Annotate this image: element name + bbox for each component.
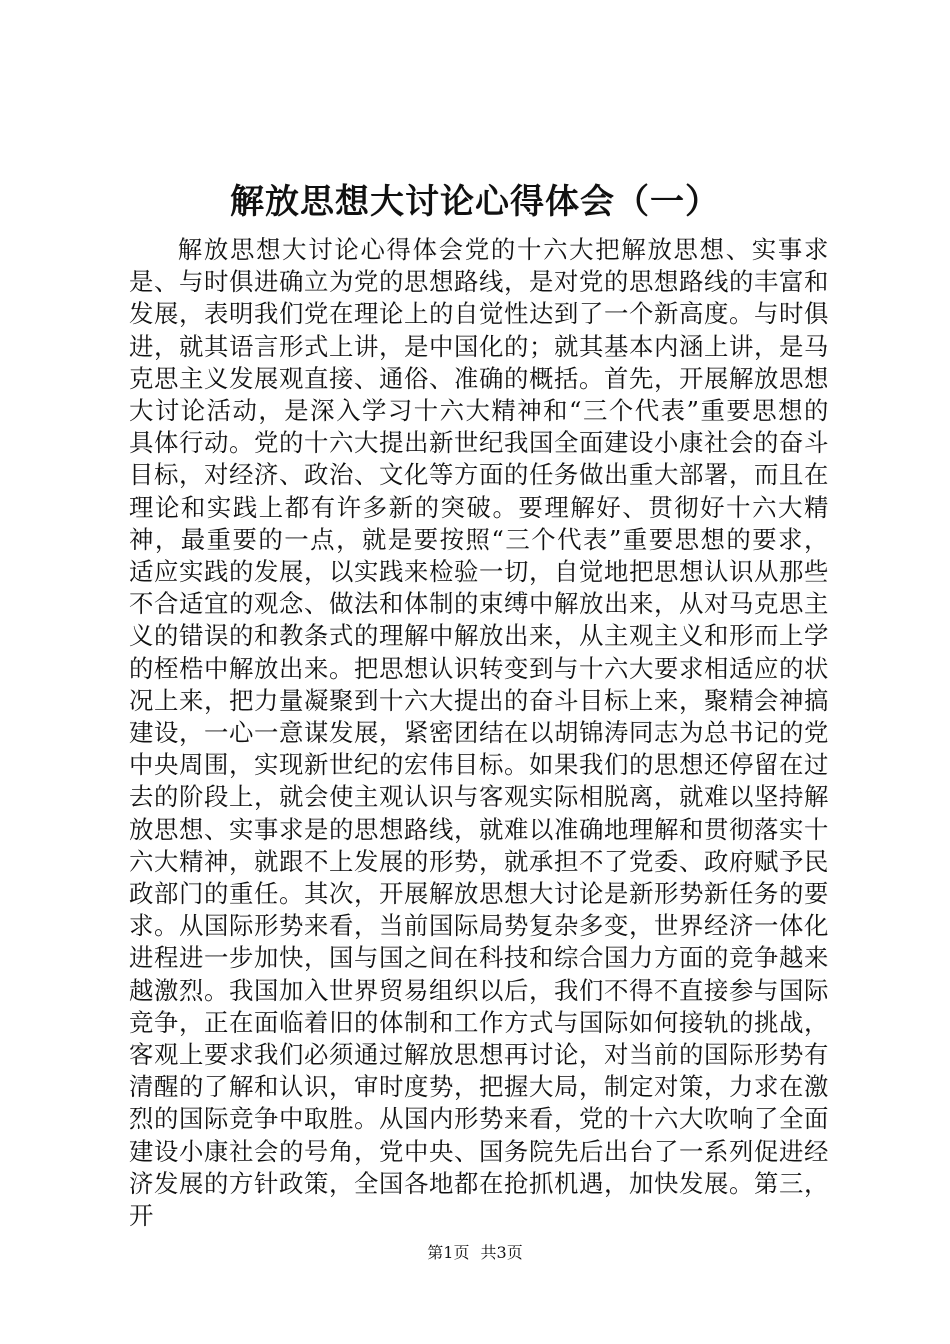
document-title: 解放思想大讨论心得体会（一）: [230, 182, 720, 222]
page-footer: [0, 1243, 950, 1263]
page-number-total: 共3页: [480, 1243, 523, 1262]
page-number-current: 第1页: [427, 1243, 470, 1262]
document-body-paragraph: 解放思想大讨论心得体会党的十六大把解放思想、实事求是、与时俱进确立为党的思想路线，是对党的思想路线的丰富和发展，表明我们党在理论上的自觉性达到了一个新高度。与时俱进，就其语言形式上讲，是中国化的；就其基本内涵上讲，是马克思主义发展观直接、通俗、准确的概括。首先，开展解放思想大讨论活动，是深入学习十六大精神和“三个代表”重要思想的具体行动。党的十六大提出新世纪我国全面建设小康社会的奋斗目标，对经济、政治、文化等方面的任务做出重大部署，而且在理论和实践上都有许多新的突破。要理解好、贯彻好十六大精神，最重要的一点，就是要按照“三个代表”重要思想的要求，适应实践的发展，以实践来检验一切，自觉地把思想认识从那些不合适宜的观念、做法和体制的束缚中解放出来，从对马克思主义的错误的和教条式的理解中解放出来，从主观主义和形而上学的桎梏中解放出来。把思想认识转变到与十六大要求相适应的状况上来，把力量凝聚到十六大提出的奋斗目标上来，聚精会神搞建设，一心一意谋发展，紧密团结在以胡锦涛同志为总书记的党中央周围，实现新世纪的宏伟目标。如果我们的思想还停留在过去的阶段上，就会使主观认识与客观实际相脱离，就难以坚持解放思想、实事求是的思想路线，就难以准确地理解和贯彻落实十六大精神，就跟不上发展的形势，就承担不了党委、政府赋予民政部门的重任。其次，开展解放思想大讨论是新形势新任务的要求。从国际形势来看，当前国际局势复杂多变，世界经济一体化进程进一步加快，国与国之间在科技和综合国力方面的竞争越来越激烈。我国加入世界贸易组织以后，我们不得不直接参与国际竞争，正在面临着旧的体制和工作方式与国际如何接轨的挑战，客观上要求我们必须通过解放思想再讨论，对当前的国际形势有清醒的了解和认识，审时度势，把握大局，制定对策，力求在激烈的国际竞争中取胜。从国内形势来看，党的十六大吹响了全面建设小康社会的号角，党中央、国务院先后出台了一系列促进经济发展的方针政策，全国各地都在抢抓机遇，加快发展。第三，开: [129, 235, 829, 1231]
